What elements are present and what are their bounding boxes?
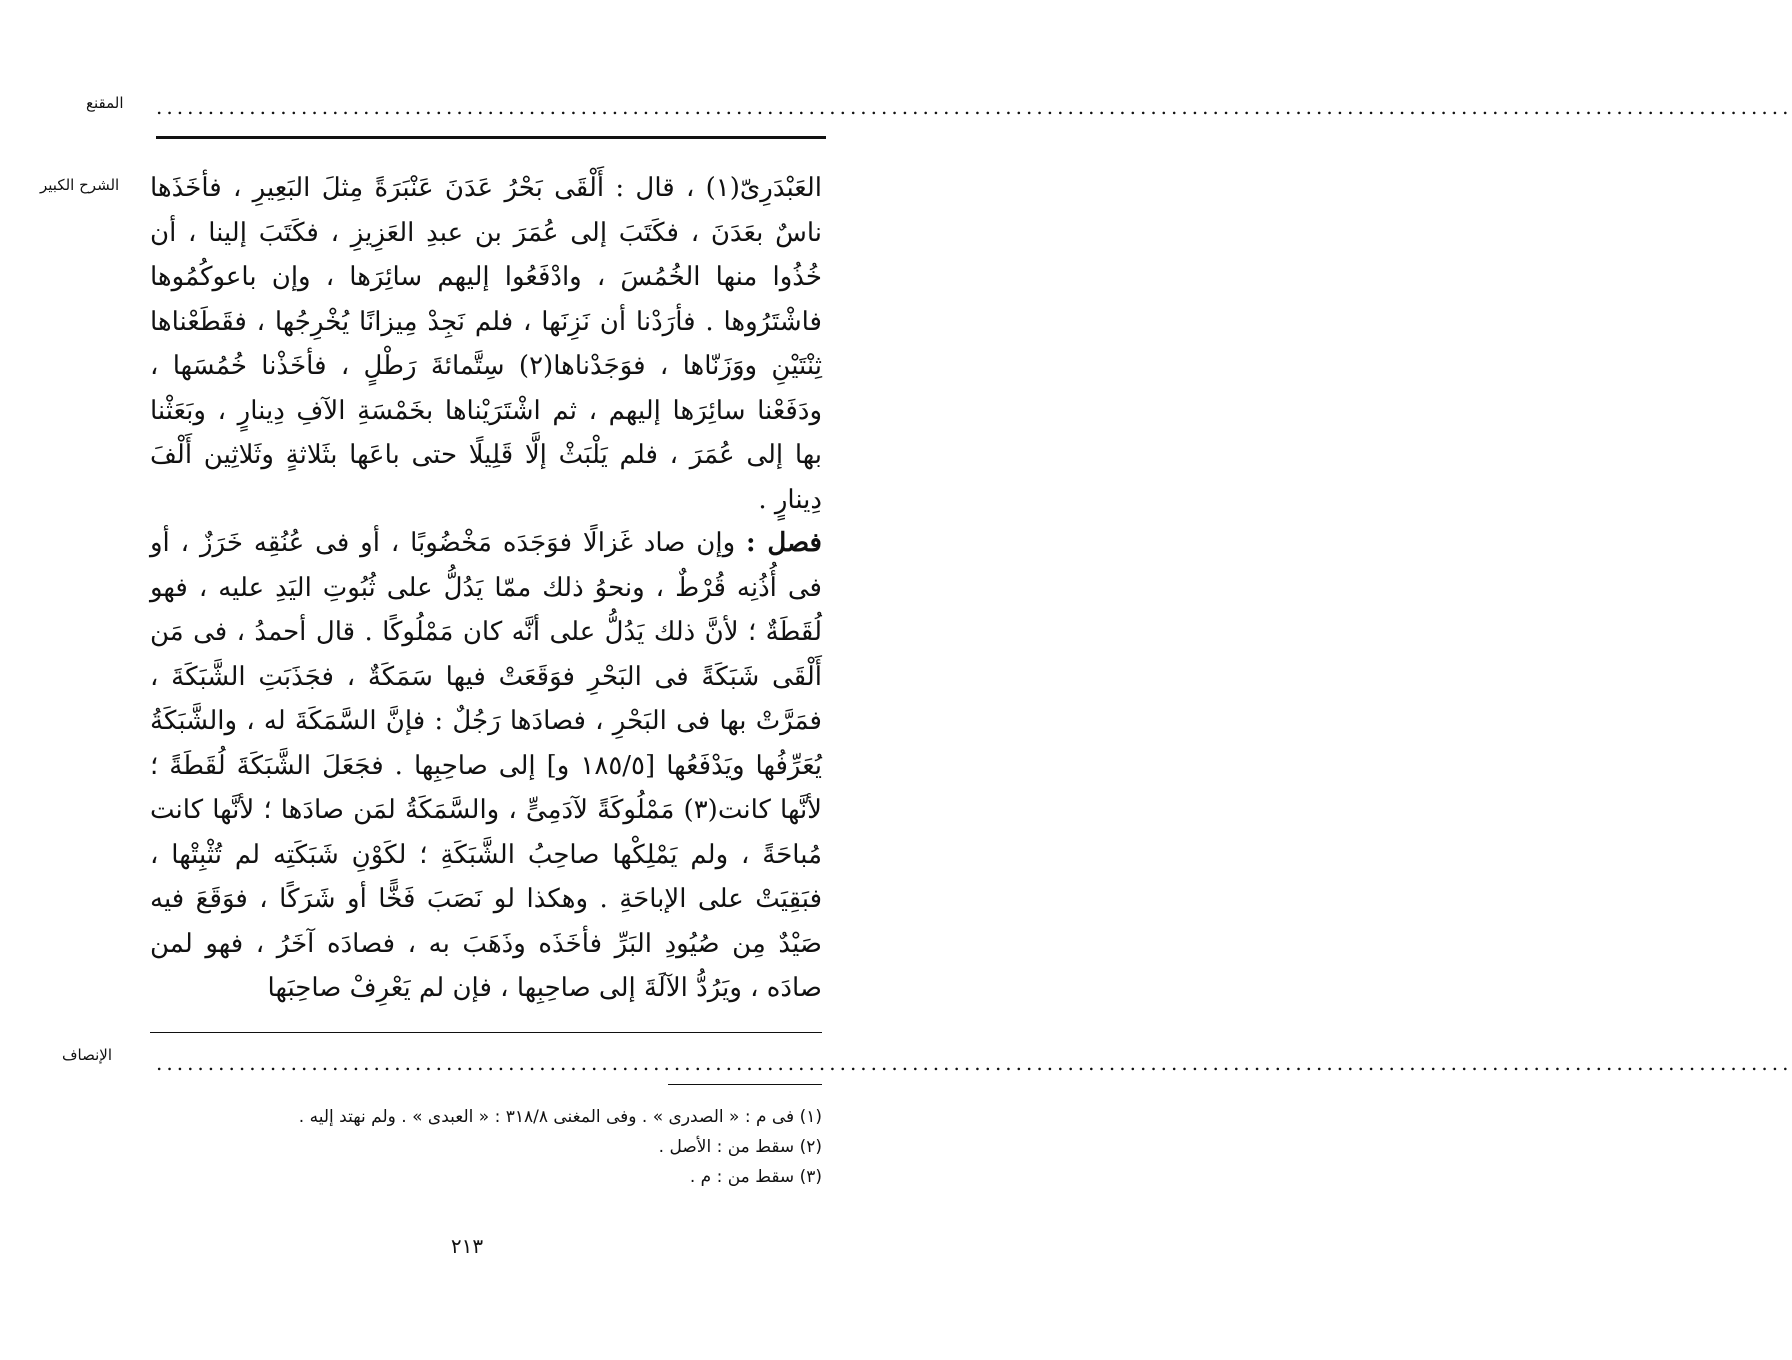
middle-side-label: الشرح الكبير [40,176,120,194]
footnotes [300,1102,822,1192]
footnote-1: (١) فى م : « الصدرى » . وفى المغنى ٣١٨/٨ : « العبدى » . ولم نهتد إليه . [298,1107,822,1127]
footnote-separator [668,1084,822,1085]
footnote-3: (٣) سقط من : م . [689,1167,822,1187]
bottom-dotted-line: .............................................................................................................................................................. [156,1051,1792,1075]
top-thick-rule [156,136,826,139]
body-paragraph-1 [150,166,822,522]
bottom-side-label: الإنصاف [62,1046,113,1064]
top-dotted-line: .............................................................................................................................................................. [156,95,1792,119]
footnote-2: (٢) سقط من : الأصل . [658,1137,822,1157]
paragraph-2 [150,521,822,1011]
bottom-rule [150,1032,822,1033]
paragraph-1-text: العَبْدَرِىّ(١) ، قال : أَلْقَى بَحْرُ عَدَنَ عَنْبَرَةً مِثلَ البَعِيرِ ، فأخَذَها ناسٌ بعَدَنَ ، فكَتَبَ إلى عُمَرَ بن عبدِ العَزِيزِ ، فكَتَبَ إلينا ، أن خُذُوا منها الخُمُسَ ، وادْفَعُوا إليهم سائِرَها ، وإن باعوكُمُوها فاشْتَرُوها . فأرَدْنا أن نَزِنَها ، فلم نَجِدْ مِيزانًا يُخْرِجُها ، فقَطَعْناها ثِنْتَيْنِ ووَزَنّاها ، فوَجَدْناها(٢) سِتَّمائةَ رَطْلٍ ، فأخَذْنا خُمُسَها ، ودَفَعْنا سائِرَها إليهم ، ثم اشْتَرَيْناها بخَمْسَةِ الآفِ دِينارٍ ، وبَعَثْنا بها إلى عُمَرَ ، فلم يَلْبَثْ إلَّا قَلِيلًا حتى باعَها بثَلاثةٍ وثَلاثِين أَلْفَ دِينارٍ . [150,173,822,515]
top-side-label: المقنع [86,94,124,112]
paragraph-2-heading: فصل : [746,528,822,558]
body-paragraph-2 [150,521,822,1011]
paragraph-2-text: وإن صاد غَزالًا فوَجَدَه مَخْضُوبًا ، أو فى عُنُقِه خَرَزٌ ، أو فى أُذُنِه قُرْطٌ ، ونحوُ ذلك ممّا يَدُلُّ على ثُبُوتِ اليَدِ عليه ، فهو لُقَطَةٌ ؛ لأنَّ ذلك يَدُلُّ على أنَّه كان مَمْلُوكًا . قال أحمدُ ، فى مَن أَلْقَى شَبَكَةً فى البَحْرِ فوَقَعَتْ فيها سَمَكَةٌ ، فجَذَبَتِ الشَّبَكَةَ ، فمَرَّتْ بها فى البَحْرِ ، فصادَها رَجُلٌ : فإنَّ السَّمَكَةَ له ، والشَّبَكَةُ يُعَرِّفُها ويَدْفَعُها [١٨٥/٥ و] إلى صاحِبِها . فجَعَلَ الشَّبَكَةَ لُقَطَةً ؛ لأنَّها كانت(٣) مَمْلُوكَةً لآدَمِىٍّ ، والسَّمَكَةُ لمَن صادَها ؛ لأنَّها كانت مُباحَةً ، ولم يَمْلِكْها صاحِبُ الشَّبَكَةِ ؛ لكَوْنِ شَبَكَتِه لم تُثْبِتْها ، فبَقِيَتْ على الإباحَةِ . وهكذا لو نَصَبَ فَخًّا أو شَرَكًا ، فوَقَعَ فيه صَيْدٌ مِن صُيُودِ البَرِّ فأخَذَه وذَهَبَ به ، فصادَه آخَرُ ، فهو لمن صادَه ، ويَرُدُّ الآلَةَ إلى صاحِبِها ، فإن لم يَعْرِفْ صاحِبَها [150,528,823,1003]
page-number: ٢١٣ [450,1234,484,1258]
